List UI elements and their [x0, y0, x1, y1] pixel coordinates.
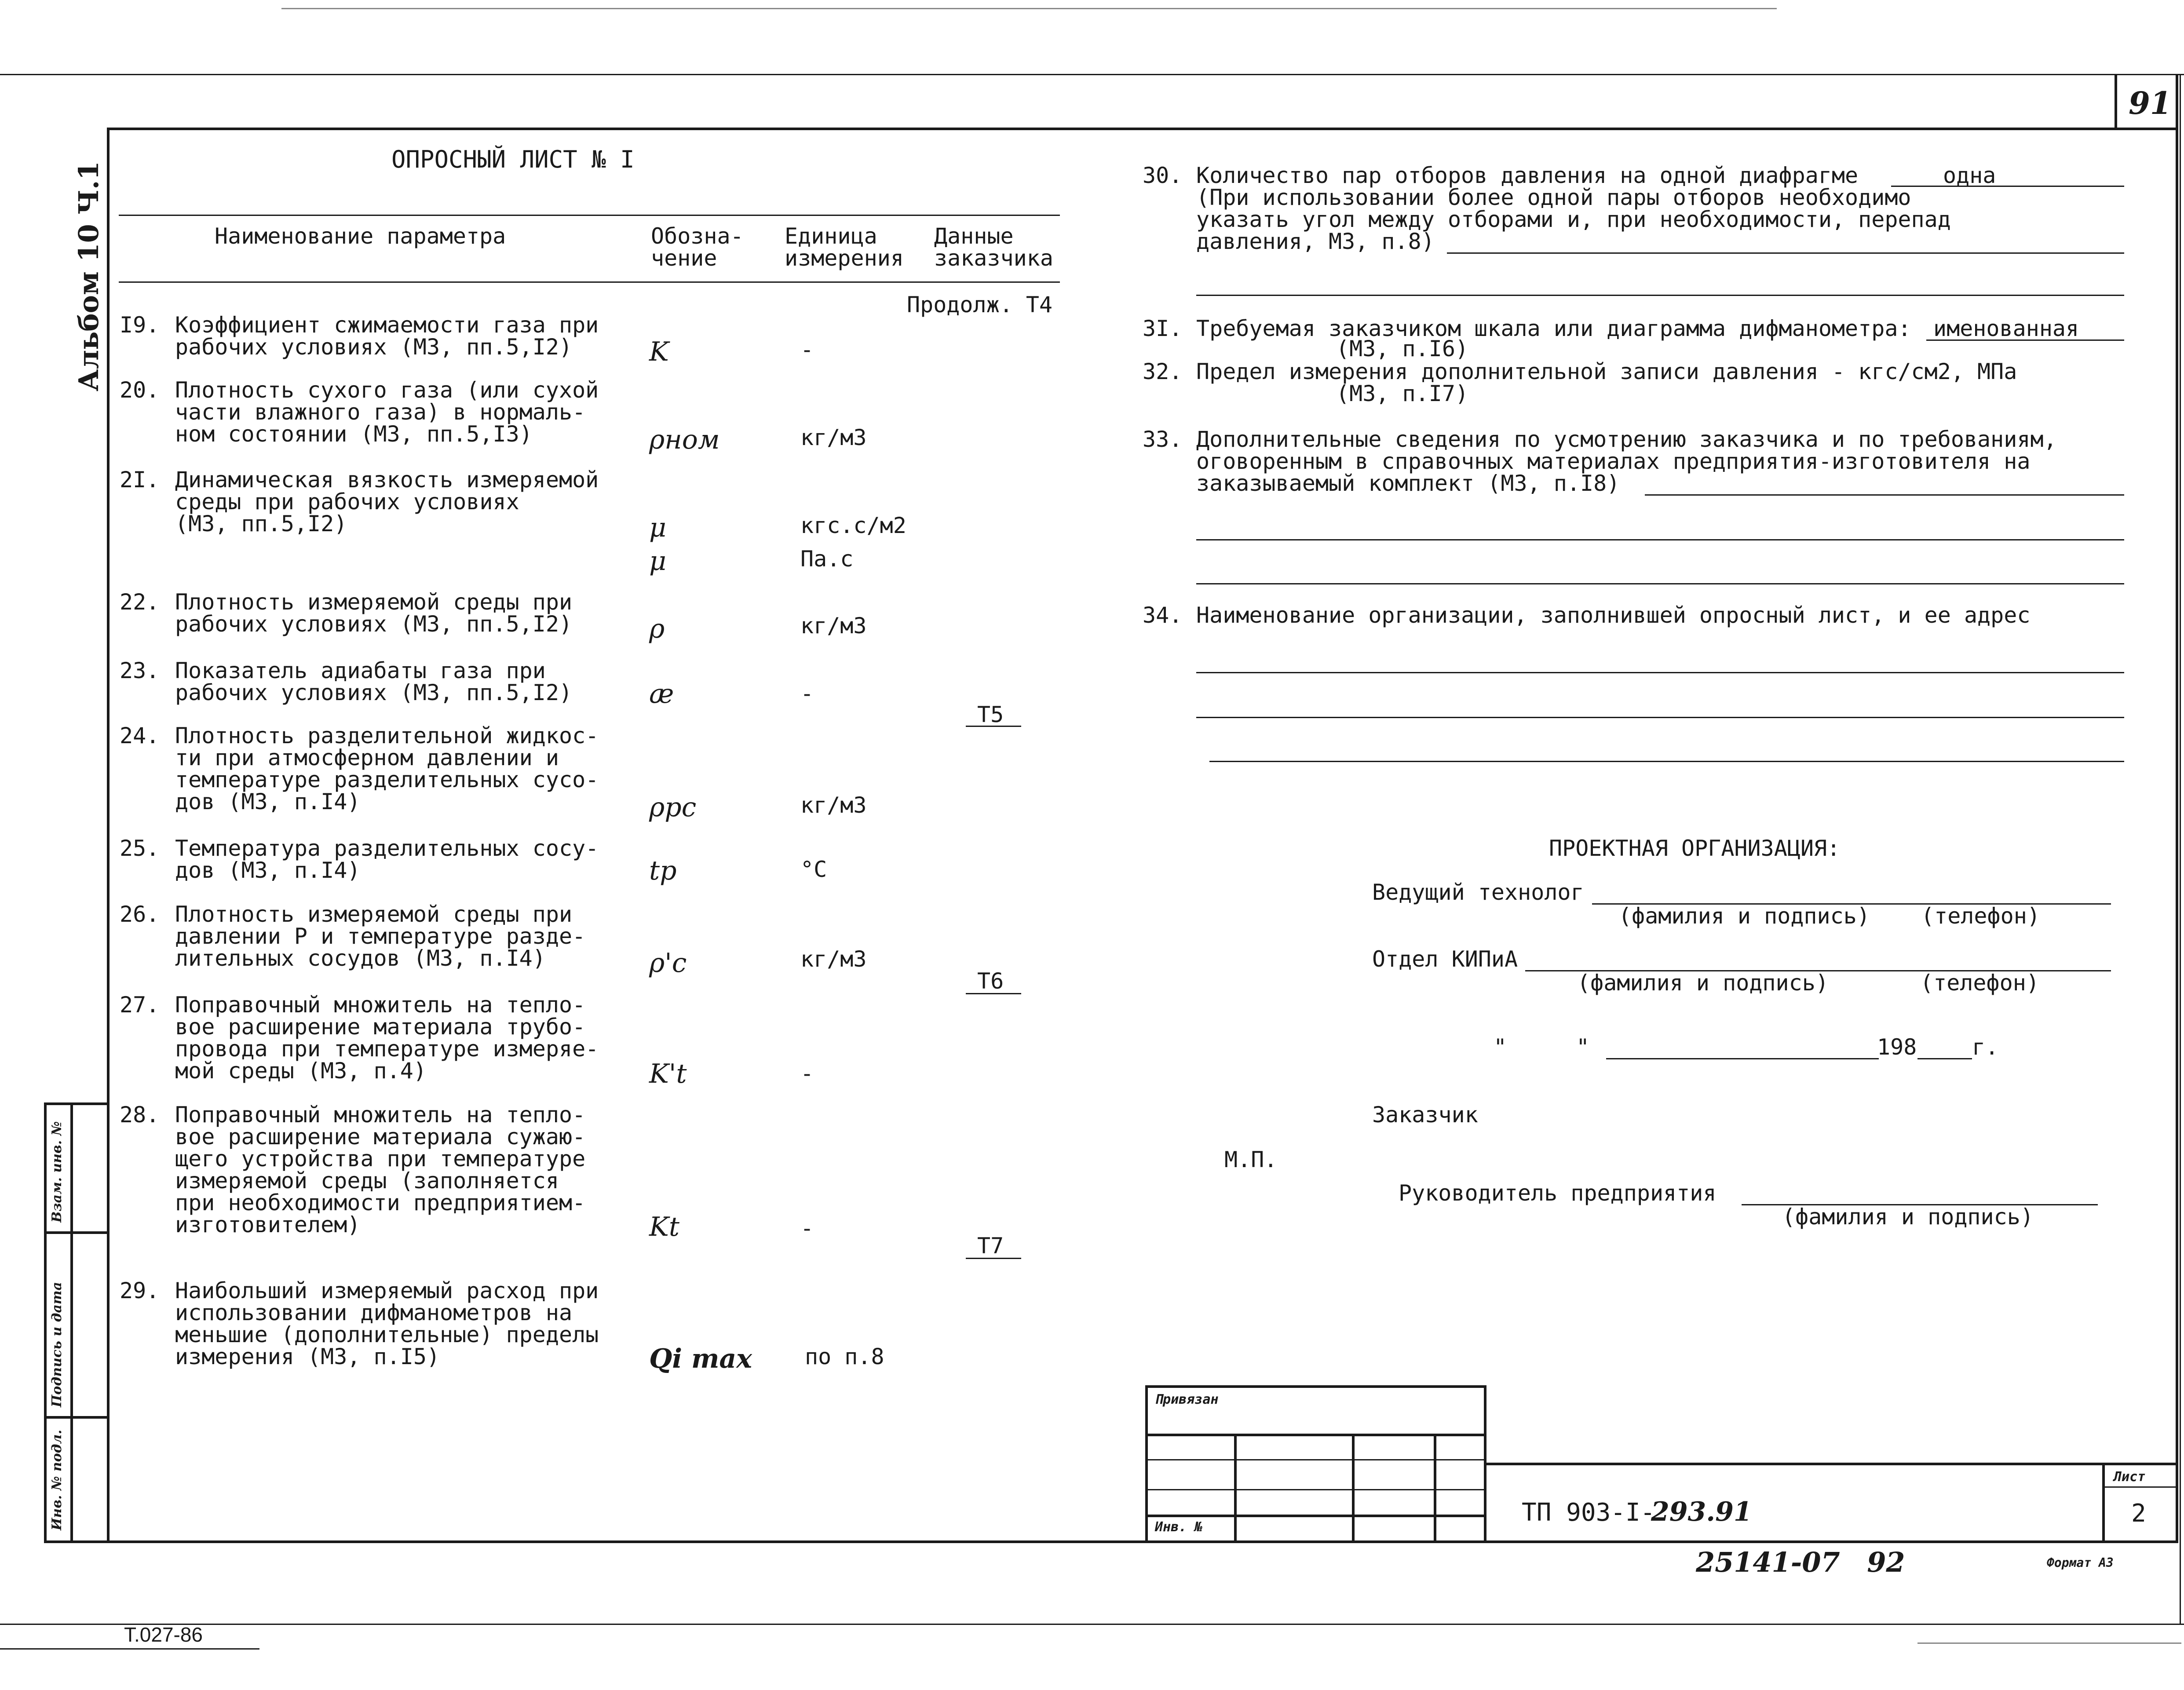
ref-t6-line — [966, 993, 1021, 994]
item-num-26: 26. — [120, 902, 160, 927]
kip-sign-caption: (фамилия и подпись) — [1577, 970, 1829, 996]
kip-label: Отдел КИПиА — [1372, 946, 1518, 972]
header-designation: Обозна- чение — [651, 223, 744, 271]
r-text-30: Количество пар отборов давления на одной диафрагме — [1196, 163, 1859, 188]
lead-tech-label: Ведущий технолог — [1372, 880, 1584, 905]
top-edge-line — [0, 74, 2184, 75]
r-text2-31: (МЗ, п.I6) — [1336, 336, 1469, 361]
year-line — [1917, 1058, 1972, 1059]
stamp-grid-col1 — [1234, 1434, 1237, 1541]
item-sym-26: ρ'с — [649, 948, 687, 978]
item-sym-25: tр — [649, 855, 677, 886]
item-text-19: Коэффициент сжимаемости газа при рабочих условиях (МЗ, пп.5,I2) — [175, 312, 599, 360]
stamp-grid-col2 — [1352, 1434, 1355, 1541]
item-unit-28: - — [800, 1215, 814, 1241]
ref-t5-line — [966, 726, 1021, 727]
r-fill-33a — [1645, 494, 2124, 496]
date-line — [1606, 1058, 1879, 1059]
side-stamp-mid — [70, 1102, 73, 1542]
r-answer-31: именованная — [1933, 316, 2079, 341]
r-fill-34b — [1196, 717, 2124, 718]
sheet-box-divider — [2102, 1486, 2177, 1488]
r-num-33: 33. — [1143, 427, 1183, 452]
item-sym-19: K — [649, 336, 669, 367]
r-text-31: Требуемая заказчиком шкала или диаграмма дифманометра: — [1196, 316, 1911, 341]
r-text-33: Дополнительные сведения по усмотрению заказчика и по требованиям, оговоренным в справочных материалах предприятия-изготовителя на заказываемый комплект (МЗ, п.I8) — [1196, 427, 2057, 496]
item-unit-24: кг/м3 — [800, 792, 867, 818]
item-num-19: I9. — [120, 312, 160, 338]
item-unit-22: кг/м3 — [800, 613, 867, 639]
continuation-label: Продолж. Т4 — [907, 292, 1053, 318]
ref-t7-line — [966, 1258, 1021, 1259]
item-sym-23: æ — [649, 679, 674, 709]
ref-t5: Т5 — [977, 702, 1004, 727]
r-text-32: Предел измерения дополнительной записи давления - кгс/см2, МПа — [1196, 359, 2017, 384]
item-num-29: 29. — [120, 1278, 160, 1303]
header-unit: Единица измерения — [785, 223, 904, 271]
item-text-28: Поправочный множитель на тепло- вое расширение материала сужаю- щего устройства при температуре измеряемой среды (заполняется при необходимости предприятием- изготовителем) — [175, 1102, 586, 1237]
item-sym-29: Qi max — [649, 1343, 752, 1374]
side-stamp-line2 — [44, 1416, 108, 1419]
ref-t6: Т6 — [977, 968, 1004, 994]
frame-right — [2176, 74, 2178, 1543]
item-sym-21a: μ — [649, 512, 666, 543]
head-sign-caption: (фамилия и подпись) — [1782, 1204, 2034, 1230]
r-text-34: Наименование организации, заполнившей опросный лист, и ее адрес — [1196, 602, 2031, 628]
stamp-inv: Инв. № — [1155, 1519, 1203, 1535]
item-unit-25: °С — [800, 857, 827, 882]
lead-tech-sign-caption: (фамилия и подпись) — [1618, 903, 1870, 929]
bottom-scan-mark — [1917, 1643, 2181, 1644]
date-year: 198 — [1877, 1034, 1917, 1060]
item-unit-29: по п.8 — [805, 1344, 884, 1369]
header-customer: Данные заказчика — [934, 223, 1053, 271]
side-stamp-line1 — [44, 1231, 108, 1234]
questionnaire-title: ОПРОСНЫЙ ЛИСТ № I — [391, 146, 635, 173]
project-code-prefix: ТП 903-I- — [1522, 1498, 1655, 1527]
header-name: Наименование параметра — [215, 223, 506, 249]
item-text-23: Показатель адиабаты газа при рабочих условиях (МЗ, пп.5,I2) — [175, 658, 573, 705]
mp-label: М.П. — [1224, 1147, 1278, 1172]
album-label: Альбом 10 Ч.1 — [73, 161, 105, 391]
page-number-box-left — [2115, 74, 2117, 129]
side-stamp-top — [44, 1102, 108, 1105]
r-fill-33b — [1196, 539, 2124, 540]
lead-tech-phone-caption: (телефон) — [1921, 903, 2040, 929]
sheet-box-left — [2102, 1463, 2105, 1542]
item-sym-21b: μ — [649, 546, 666, 577]
item-text-25: Температура разделительных сосу- дов (МЗ, п.I4) — [175, 836, 599, 883]
item-text-26: Плотность измеряемой среды при давлении Р и температуре разде- лительных сосудов (МЗ, п.I4) — [175, 902, 586, 971]
table-header-top — [119, 215, 1060, 216]
right-edge-line — [2180, 74, 2181, 1624]
frame-left — [107, 128, 110, 1542]
date-quote-open: " — [1494, 1034, 1507, 1060]
stamp-grid-col3 — [1434, 1434, 1436, 1541]
item-num-22: 22. — [120, 589, 160, 615]
frame-top — [107, 128, 2178, 130]
r-text2-30: (При использовании более одной пары отборов необходимо указать угол между отборами и, при необходимости, перепад давления, МЗ, п.8) — [1196, 185, 1951, 254]
bottom-edge-line — [0, 1624, 2184, 1625]
item-text-29: Наибольший измеряемый расход при использовании дифманометров на меньшие (дополнительные) пределы измерения (МЗ, п.I5) — [175, 1278, 599, 1369]
r-fill-30c — [1196, 295, 2124, 296]
page-number: 91 — [2129, 85, 2172, 121]
r-fill-31 — [1926, 339, 2124, 341]
item-unit-21a: кгс.с/м2 — [800, 513, 906, 538]
date-quote-close: " — [1576, 1034, 1590, 1060]
ref-t7: Т7 — [977, 1233, 1004, 1259]
item-unit-21b: Па.с — [800, 546, 854, 572]
item-unit-20: кг/м3 — [800, 425, 867, 450]
item-num-25: 25. — [120, 836, 160, 861]
item-unit-23: - — [800, 681, 814, 706]
stamp-number: 25141-07 92 — [1696, 1546, 1905, 1578]
item-num-24: 24. — [120, 723, 160, 748]
item-unit-26: кг/м3 — [800, 946, 867, 972]
r-num-34: 34. — [1143, 602, 1183, 628]
item-sym-28: Kt — [649, 1212, 679, 1242]
item-num-23: 23. — [120, 658, 160, 683]
r-text2-32: (МЗ, п.I7) — [1336, 381, 1469, 406]
sheet-label: Лист — [2114, 1469, 2146, 1485]
bottom-left-line — [0, 1648, 259, 1650]
item-num-21: 2I. — [120, 467, 160, 493]
side-label-podpis: Подпись и дата — [49, 1281, 65, 1407]
format-label: Формат А3 — [2047, 1555, 2114, 1570]
item-text-20: Плотность сухого газа (или сухой части влажного газа) в нормаль- ном состоянии (МЗ, пп.5,I3) — [175, 377, 599, 447]
item-unit-19: - — [800, 337, 814, 362]
side-label-inv-podl: Инв. № подл. — [49, 1430, 65, 1530]
sheet-number: 2 — [2131, 1499, 2146, 1528]
head-label: Руководитель предприятия — [1399, 1180, 1717, 1206]
title-block-top — [1484, 1463, 2177, 1465]
frame-bottom — [44, 1540, 2178, 1543]
r-fill-30b — [1447, 252, 2124, 254]
item-sym-20: ρном — [649, 424, 720, 455]
r-fill-33c — [1196, 583, 2124, 584]
top-scan-mark — [281, 8, 1777, 9]
r-fill-34c — [1209, 761, 2124, 762]
project-org-title: ПРОЕКТНАЯ ОРГАНИЗАЦИЯ: — [1549, 836, 1841, 861]
item-unit-27: - — [800, 1061, 814, 1086]
stamp-left — [1145, 1385, 1148, 1541]
item-text-22: Плотность измеряемой среды при рабочих условиях (МЗ, пп.5,I2) — [175, 589, 573, 637]
r-fill-34a — [1196, 672, 2124, 673]
side-label-vzam: Взам. инв. № — [49, 1121, 65, 1223]
r-num-30: 30. — [1143, 163, 1183, 188]
item-sym-22: ρ — [649, 613, 665, 644]
table-header-bottom — [119, 281, 1060, 283]
r-num-31: 3I. — [1143, 316, 1183, 341]
stamp-privyazan: Привязан — [1155, 1392, 1219, 1407]
item-num-27: 27. — [120, 992, 160, 1018]
item-text-24: Плотность разделительной жидкос- ти при атмосферном давлении и температуре разделительных сусо- дов (МЗ, п.I4) — [175, 723, 599, 814]
item-text-27: Поправочный множитель на тепло- вое расширение материала трубо- провода при температуре измеряе- мой среды (МЗ, п.4) — [175, 992, 599, 1084]
project-code-hand: 293.91 — [1651, 1497, 1752, 1527]
r-num-32: 32. — [1143, 359, 1183, 384]
item-text-21: Динамическая вязкость измеряемой среды при рабочих условиях (МЗ, пп.5,I2) — [175, 467, 599, 537]
item-sym-24: ρрс — [649, 792, 697, 823]
kip-phone-caption: (телефон) — [1920, 970, 2039, 996]
date-year-suffix: г. — [1972, 1034, 1999, 1060]
stamp-top — [1145, 1385, 1486, 1388]
form-code: Т.027-86 — [124, 1623, 203, 1646]
side-stamp-left — [44, 1102, 47, 1542]
item-num-28: 28. — [120, 1102, 160, 1128]
item-sym-27: K't — [649, 1059, 687, 1089]
r-answer-30: одна — [1943, 163, 1996, 188]
item-num-20: 20. — [120, 377, 160, 403]
customer-label: Заказчик — [1372, 1102, 1478, 1128]
